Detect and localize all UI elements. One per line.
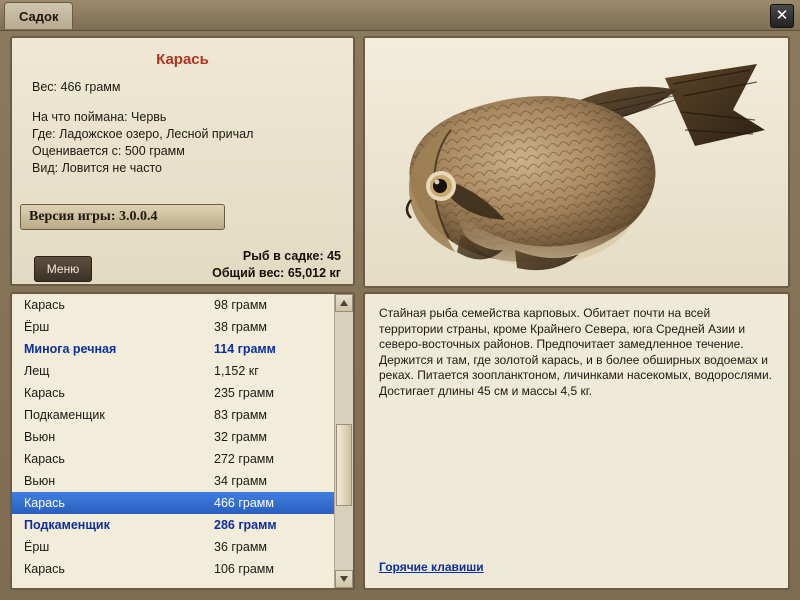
list-item-name: Карась [24,496,65,510]
fish-bait-row [32,110,353,124]
list-item-name: Подкаменщик [24,408,105,422]
list-item-weight: 83 грамм [214,408,268,422]
list-item-weight: 235 грамм [214,386,274,400]
list-item-weight: 272 грамм [214,452,274,466]
scroll-up-icon[interactable] [335,294,353,312]
list-item[interactable] [12,426,337,448]
title-bar [0,0,800,31]
close-icon[interactable]: ✕ [770,4,794,28]
list-item[interactable] [12,492,337,514]
list-item[interactable] [12,294,337,316]
list-item[interactable] [12,470,337,492]
list-item-name: Лещ [24,364,50,378]
menu-button[interactable]: Меню [34,256,92,282]
list-item-name: Подкаменщик [24,518,110,532]
list-item-name: Карась [24,562,65,576]
list-item-weight: 38 грамм [214,320,268,334]
catch-list-panel [10,292,355,590]
list-item-name: Ёрш [24,320,50,334]
window-title: Садок [19,8,59,24]
list-item[interactable] [12,360,337,382]
fish-place-row [32,127,353,141]
list-item-name: Карась [24,386,65,400]
scroll-down-icon[interactable] [335,570,353,588]
fish-place-label: Где: [32,127,56,141]
fish-image-panel [363,36,790,288]
list-item-weight: 466 грамм [214,496,274,510]
list-item-weight: 114 грамм [214,342,276,356]
fish-weight-value: 466 грамм [60,80,121,94]
hotkeys-link[interactable]: Горячие клавиши [379,560,484,574]
list-item-name: Вьюн [24,430,56,444]
catch-totals [212,248,341,282]
list-item-name: Карась [24,452,65,466]
fish-kind-row [32,161,353,175]
list-item-weight: 98 грамм [214,298,268,312]
list-item[interactable] [12,448,337,470]
fish-kind-label: Вид: [32,161,59,175]
scrollbar-thumb[interactable] [336,424,352,506]
list-item-weight: 32 грамм [214,430,268,444]
list-item-weight: 34 грамм [214,474,268,488]
fish-bait-value: Червь [131,110,167,124]
fish-weight-row [32,80,353,94]
list-item-weight: 1,152 кг [214,364,259,378]
list-item-weight: 286 грамм [214,518,277,532]
fish-description-panel [363,292,790,590]
list-item[interactable] [12,558,337,580]
catch-list-scrollbar[interactable] [334,294,353,588]
list-item-weight: 106 грамм [214,562,274,576]
fish-kind-value: Ловится не часто [61,161,163,175]
list-item[interactable] [12,338,337,360]
list-item[interactable] [12,316,337,338]
game-version-badge: Версия игры: 3.0.0.4 [20,204,225,230]
list-item[interactable] [12,536,337,558]
catch-list[interactable] [12,294,337,588]
fish-name: Карась [156,51,209,68]
fish-info-panel [10,36,355,286]
catch-total-weight: Общий вес: 65,012 кг [212,266,341,280]
fish-valued-row [32,144,353,158]
list-item[interactable] [12,404,337,426]
list-item-weight: 36 грамм [214,540,268,554]
fish-valued-label: Оценивается с: [32,144,122,158]
catch-count: Рыб в садке: 45 [242,249,341,263]
list-item-name: Карась [24,298,65,312]
fish-bait-label: На что поймана: [32,110,128,124]
list-item[interactable] [12,514,337,536]
window-tab[interactable] [4,2,73,29]
fish-description-text: Стайная рыба семейства карповых. Обитает почти на всей территории страны, кроме Крайнего Севера, юга Средней Азии и северо-восточных районов. Предпочитает замедленное течение. Держится и там, где золотой карась, и в более обширных водоемах и реках. Питается зоопланктоном, личинками насекомых, водорослями. Достигает длины 45 см и массы 4,5 кг. [379,306,772,398]
list-item[interactable] [12,382,337,404]
fish-valued-value: 500 грамм [124,144,185,158]
fish-photo [365,38,788,286]
fish-weight-label: Вес: [32,80,58,94]
list-item-name: Вьюн [24,474,56,488]
fish-place-value: Ладожское озеро, Лесной причал [59,127,254,141]
list-item-name: Ёрш [24,540,50,554]
list-item-name: Минога речная [24,342,117,356]
